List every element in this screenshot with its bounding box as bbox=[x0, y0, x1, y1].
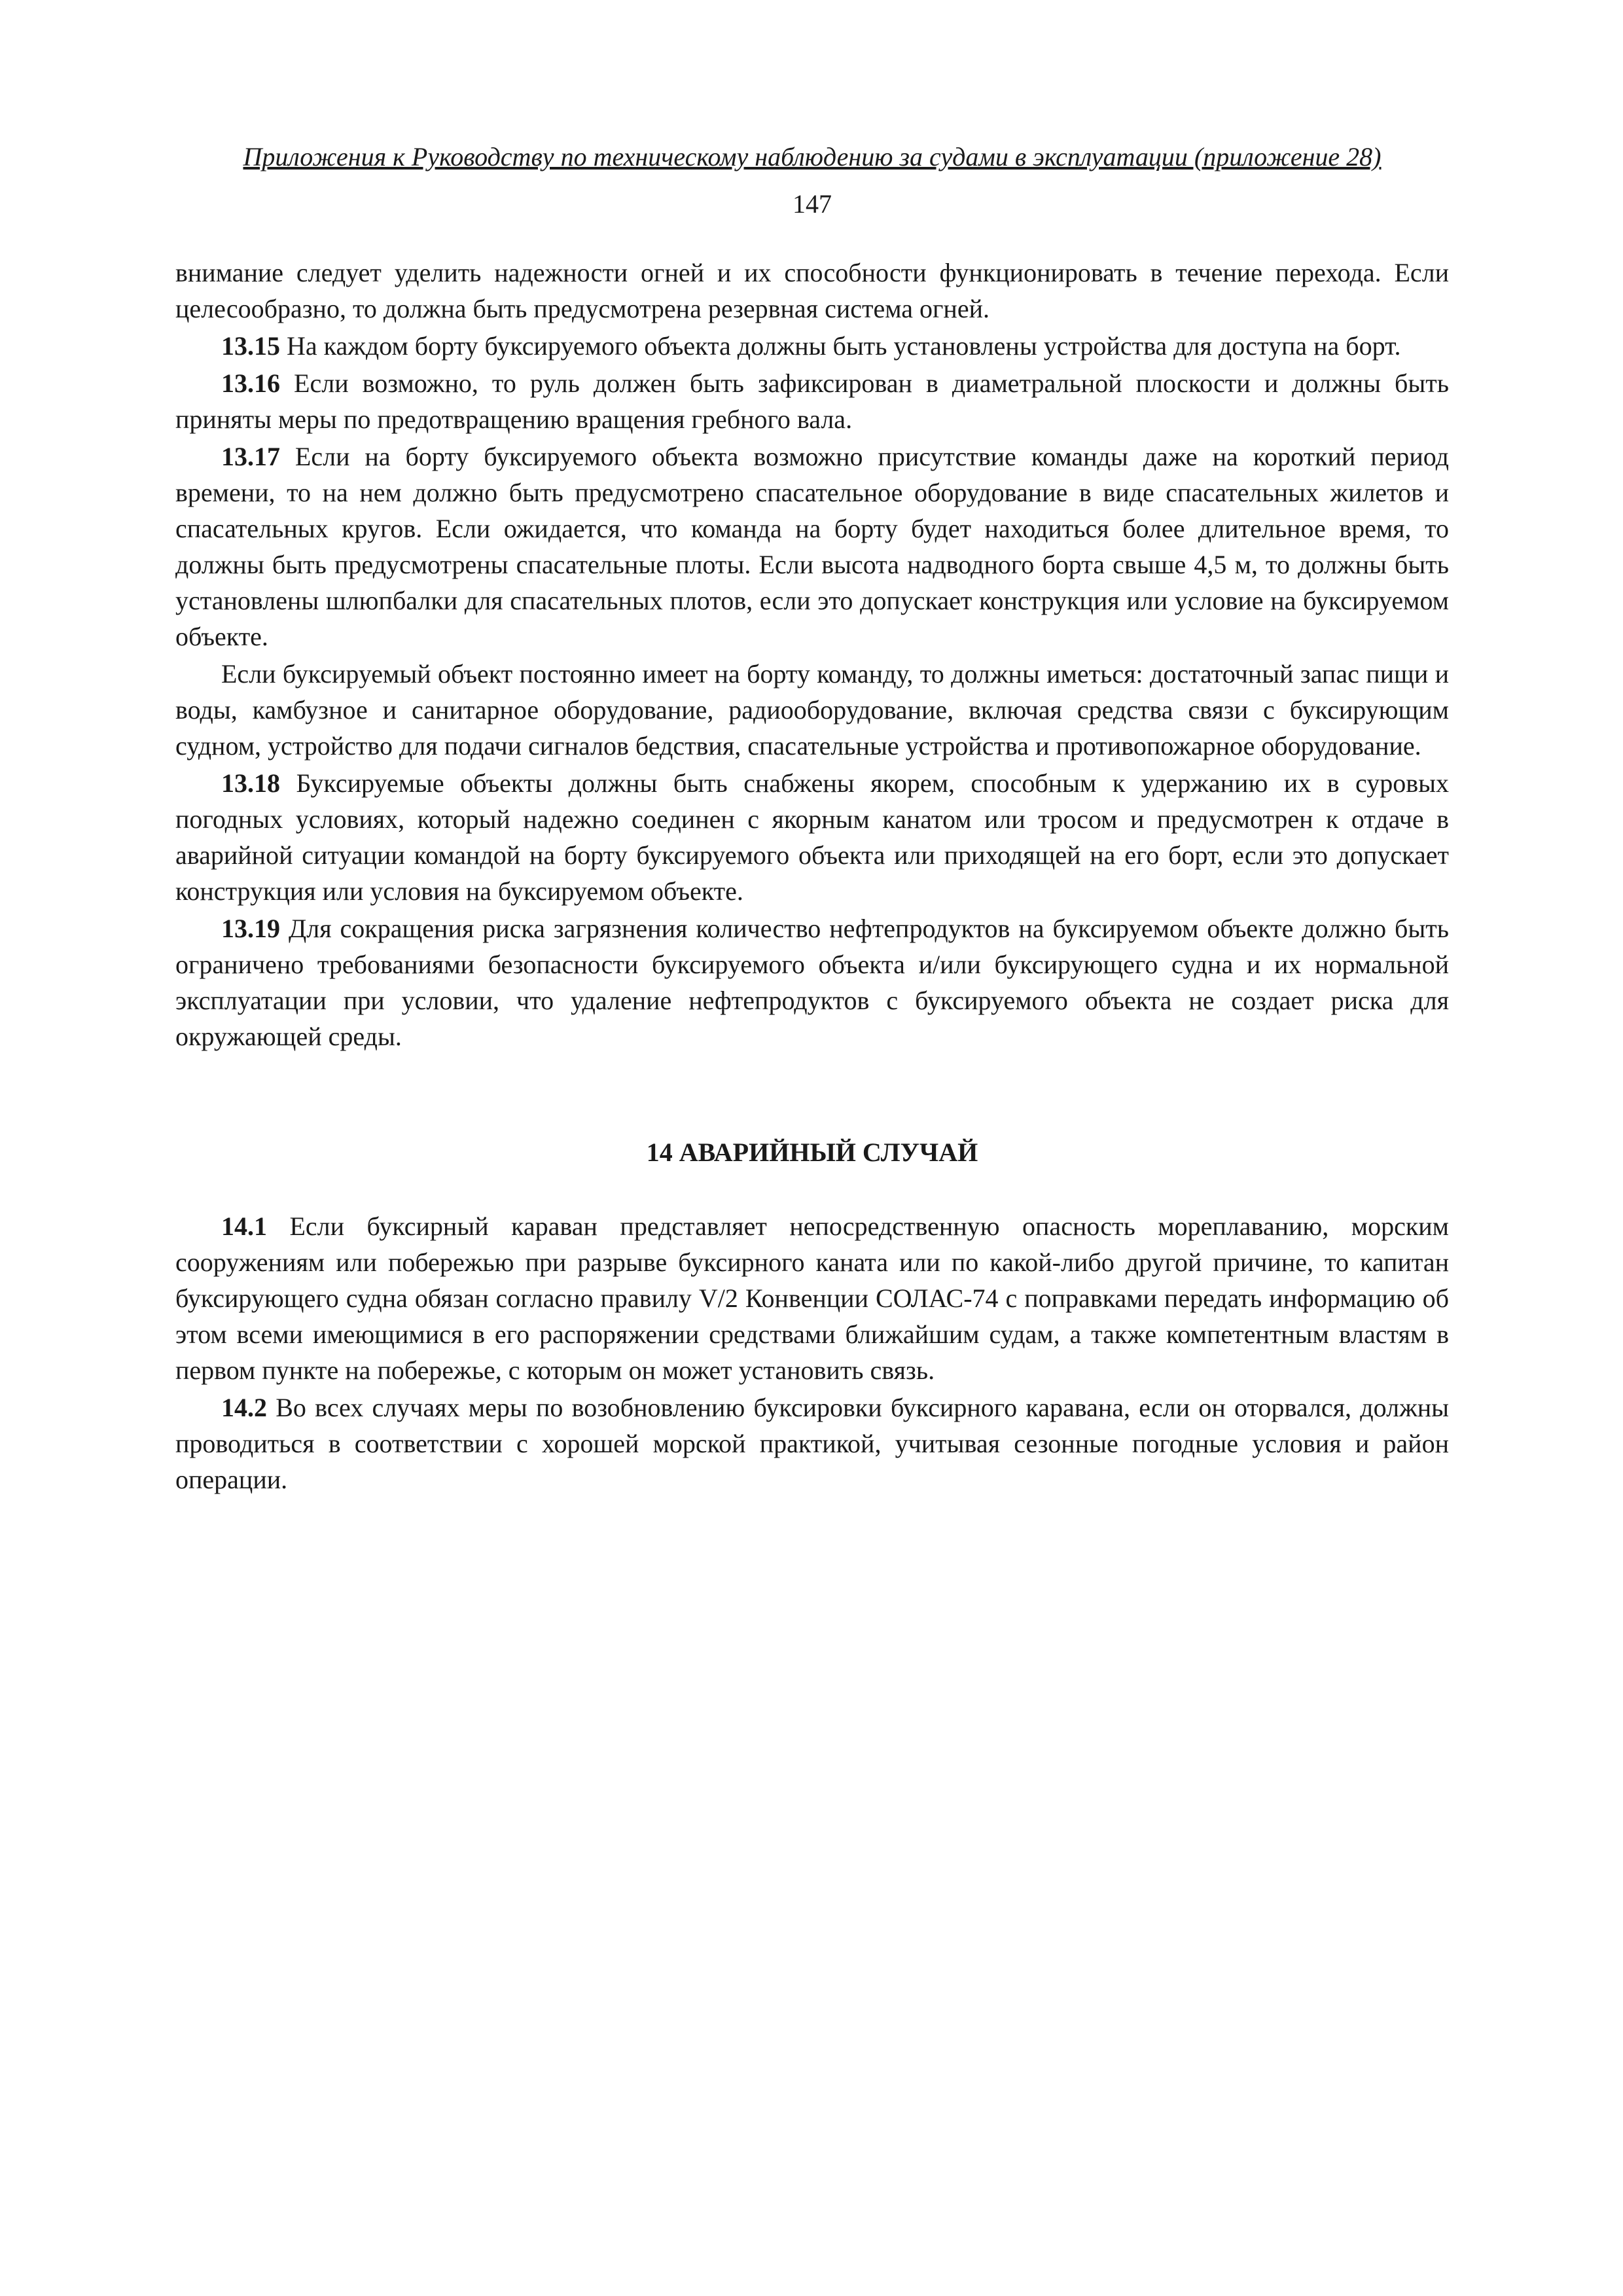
paragraph-text: Если буксируемый объект постоянно имеет на борту команду, то должны иметься: достаточный запас пищи и воды, камбузное и санитарное оборудование, радиооборудование, включая средства связи с буксирующим судном, устройство для подачи сигналов бедствия, спасательные устройства и противопожарное оборудование. bbox=[175, 659, 1449, 761]
paragraph-text: Для сокращения риска загрязнения количество нефтепродуктов на буксируемом объекте должно быть ограничено требованиями безопасности буксируемого объекта и/или буксирующего судна и их нормальной эксплуатации при условии, что удаление нефтепродуктов с буксируемого объекта не создает риска для окружающей среды. bbox=[175, 914, 1449, 1051]
paragraph-text: Во всех случаях меры по возобновлению буксировки буксирного каравана, если он оторвался, должны проводиться в соответствии с хорошей морской практикой, учитывая сезонные погодные условия и район операции. bbox=[175, 1393, 1449, 1494]
paragraph-13-continuation bbox=[175, 255, 1449, 327]
clause-number: 13.19 bbox=[221, 914, 280, 943]
paragraph-13-15 bbox=[175, 328, 1449, 364]
paragraph-14-2 bbox=[175, 1390, 1449, 1498]
paragraph-13-16 bbox=[175, 365, 1449, 437]
running-header: Приложения к Руководству по техническому наблюдению за судами в эксплуатации (приложение 28) bbox=[243, 142, 1382, 171]
paragraph-text: Буксируемые объекты должны быть снабжены якорем, способным к удержанию их в суровых погодных условиях, который надежно соединен с якорным канатом или тросом и предусмотрен к отдаче в аварийной ситуации командой на борту буксируемого объекта или приходящей на его борт, если это допускает конструкция или условия на буксируемом объекте. bbox=[175, 768, 1449, 906]
paragraph-text: Если буксирный караван представляет непосредственную опасность мореплаванию, морским сооружениям или побережью при разрыве буксирного каната или по какой-либо другой причине, то капитан буксирующего судна обязан согласно правилу V/2 Конвенции СОЛАС-74 с поправками передать информацию об этом всеми имеющимися в его распоряжении средствами ближайшим судам, а также компетентным властям в первом пункте на побережье, с которым он может установить связь. bbox=[175, 1211, 1449, 1385]
clause-number: 14.1 bbox=[221, 1211, 267, 1241]
paragraph-text: Если возможно, то руль должен быть зафиксирован в диаметральной плоскости и должны быть приняты меры по предотвращению вращения гребного вала. bbox=[175, 368, 1449, 434]
clause-number: 13.16 bbox=[221, 368, 280, 398]
clause-number: 13.15 bbox=[221, 331, 280, 361]
paragraph-13-18 bbox=[175, 765, 1449, 909]
paragraph-text: внимание следует уделить надежности огней и их способности функционировать в течение перехода. Если целесообразно, то должна быть предусмотрена резервная система огней. bbox=[175, 258, 1449, 323]
paragraph-14-1 bbox=[175, 1208, 1449, 1388]
clause-number: 13.17 bbox=[221, 442, 280, 471]
clause-number: 14.2 bbox=[221, 1393, 267, 1422]
section-heading-14: 14 АВАРИЙНЫЙ СЛУЧАЙ bbox=[646, 1138, 978, 1167]
paragraph-13-17 bbox=[175, 439, 1449, 655]
document-page bbox=[175, 141, 1449, 1498]
paragraph-13-19 bbox=[175, 910, 1449, 1054]
clause-number: 13.18 bbox=[221, 768, 280, 798]
paragraph-13-17-crew bbox=[175, 656, 1449, 764]
page-number: 147 bbox=[793, 189, 832, 219]
paragraph-text: Если на борту буксируемого объекта возможно присутствие команды даже на короткий период времени, то на нем должно быть предусмотрено спасательное оборудование в виде спасательных жилетов и спасательных кругов. Если ожидается, что команда на борту будет находиться более длительное время, то должны быть предусмотрены спасательные плоты. Если высота надводного борта свыше 4,5 м, то должны быть установлены шлюпбалки для спасательных плотов, если это допускает конструкция или условие на буксируемом объекте. bbox=[175, 442, 1449, 651]
paragraph-text: На каждом борту буксируемого объекта должны быть установлены устройства для доступа на борт. bbox=[280, 331, 1401, 361]
